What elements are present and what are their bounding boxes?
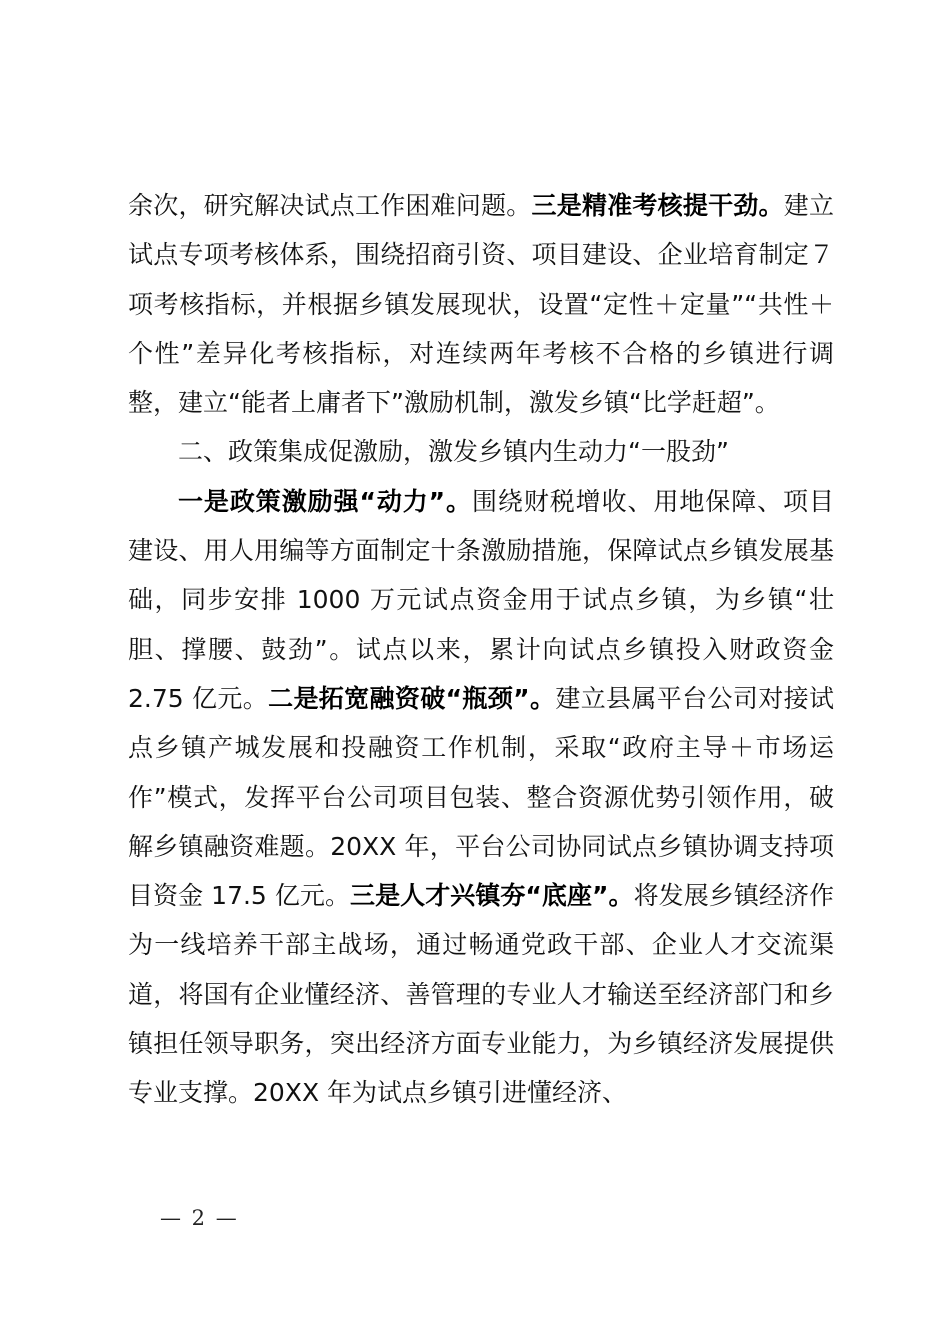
paragraph-text: 余次，研究解决试点工作困难问题。 [128, 191, 532, 220]
paragraph [128, 477, 834, 1118]
paragraph-text: 建立县属平台公司对接试点乡镇产城发展和投融资工作机制，采取“政府主导＋市场运作”模式，发挥平台公司项目包装、整合资源优势引领作用，破解乡镇融资难题。20XX 年，平台公司协同试点乡镇协调支持项目资金 17.5 亿元。 [128, 683, 834, 911]
document-body [128, 181, 834, 1118]
bold-lead-phrase: 三是人才兴镇夯“底座”。 [350, 881, 634, 911]
bold-lead-phrase: 三是精准考核提干劲。 [531, 191, 784, 220]
bold-lead-phrase: 二是拓宽融资破“瓶颈”。 [268, 683, 556, 713]
page-number: — 2 — [160, 1206, 239, 1230]
bold-lead-phrase: 一是政策激励强“动力”。 [178, 486, 472, 516]
paragraph-text: 建立试点专项考核体系，围绕招商引资、项目建设、企业培育制定７项考核指标，并根据乡镇发展现状，设置“定性＋定量”“共性＋个性”差异化考核指标，对连续两年考核不合格的乡镇进行调整，建立“能者上庸者下”激励机制，激发乡镇“比学赶超”。 [128, 191, 834, 418]
paragraph-continued [128, 181, 834, 427]
paragraph-text: 围绕财税增收、用地保障、项目建设、用人用编等方面制定十条激励措施，保障试点乡镇发展基础，同步安排 1000 万元试点资金用于试点乡镇，为乡镇“壮胆、撑腰、鼓劲”。试点以来，累计向试点乡镇投入财政资金 2.75 亿元。 [128, 486, 834, 713]
paragraph-text: 将发展乡镇经济作为一线培养干部主战场，通过畅通党政干部、企业人才交流渠道，将国有企业懂经济、善管理的专业人才输送至经济部门和乡镇担任领导职务，突出经济方面专业能力，为乡镇经济发展提供专业支撑。20XX 年为试点乡镇引进懂经济、 [128, 881, 834, 1108]
section-heading: 二、政策集成促激励，激发乡镇内生动力“一股劲” [178, 437, 729, 467]
